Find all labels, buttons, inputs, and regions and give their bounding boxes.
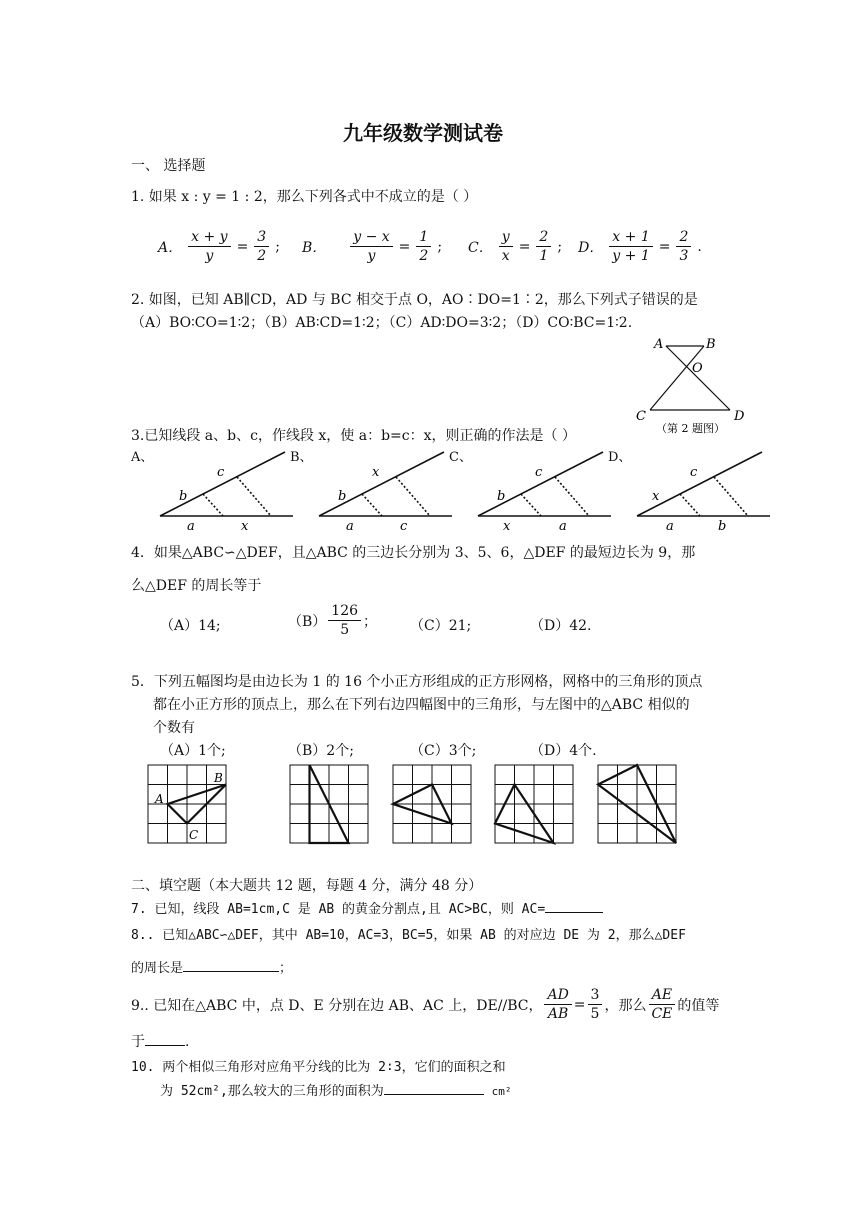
q5-stem-line3: 个数有 [153,720,195,736]
q1-stem: 1. 如果 x : y = 1 : 2，那么下列各式中不成立的是（ ） [131,189,478,205]
q3a-label-1: b [179,489,188,504]
q5-grid-option-1 [282,760,382,848]
q10-answer-blank[interactable] [384,1094,484,1095]
q3-figure-a [155,446,295,532]
q9-answer-blank[interactable] [145,1045,185,1046]
q5-stem-line2: 都在小正方形的顶点上，那么在下列右边四幅图中的三角形，与左图中的△ABC 相似的 [153,697,690,713]
q2-options: （A）BO∶CO=1∶2；（B）AB∶CD=1∶2；（C）AD∶DO=3∶2；（D）CO∶BC=1∶2. [131,315,633,331]
q7-answer-blank[interactable] [545,912,603,913]
q4-option-c: （C）21; [410,618,472,634]
q2-label-c: C [636,409,646,424]
q3a-label-3: a [187,519,195,532]
q1-option-d-rhs: $\frac{2}{3}$ [676,228,691,265]
q5-grid-option-4 [590,760,690,848]
q3-figure-c [473,446,613,532]
q3a-label-2: c [217,465,225,480]
q3b-label-3: a [346,519,354,532]
q3c-label-4: a [559,519,567,532]
q3-option-d-label: D、 [608,450,632,465]
q5-option-c: （C）3个; [410,743,477,759]
q3-option-b-label: B、 [290,450,313,465]
q5-grid-option-3 [487,760,587,848]
q9-stem-line1: 9.. 已知在△ABC 中，点 D、E 分别在边 AB、AC 上，DE//BC， $\frac{AD}{AB}$ = $\frac{3}{5}$ ，那么 $\frac{AE}{CE}$ 的值等 [131,987,720,1022]
q4-stem-line1: 4．如果△ABC∽△DEF，且△ABC 的三边长分别为 3、5、6，△DEF 的最短边长为 9，那 [131,545,696,561]
q5-grid-reference [140,760,240,848]
q3c-label-3: x [503,519,511,532]
q2-stem: 2. 如图，已知 AB∥CD，AD 与 BC 相交于点 O，AO∶DO=1∶2，那么下列式子错误的是 [131,292,698,308]
q3c-label-1: b [497,489,506,504]
q3-figure-b [314,446,454,532]
q5-label-c: C [189,828,199,842]
q2-label-b: B [706,337,716,352]
section-fill-heading: 二、填空题（本大题共 12 题，每题 4 分，满分 48 分） [131,878,483,894]
q9-fraction-ad-ab: $\frac{AD}{AB}$ [544,986,571,1023]
q2-label-d: D [734,409,745,424]
q5-option-b: （B）2个; [288,743,354,759]
section-choice-heading: 一、 选择题 [131,158,206,174]
page-title: 九年级数学测试卷 [343,121,503,145]
q3-figure-d [632,446,772,532]
q5-option-a: （A）1个; [160,743,226,759]
q1-option-b-rhs: $\frac{1}{2}$ [416,228,431,265]
q3d-label-2: c [690,465,698,480]
q2-figure [630,334,760,434]
q1-option-a-label: A． [158,239,183,256]
q1-option-d-lhs: $\frac{x + 1}{y + 1}$ [609,228,652,265]
q3a-label-4: x [241,519,249,532]
q5-stem-line1: 5．下列五幅图均是由边长为 1 的 16 个小正方形组成的正方形网格，网格中的三角形的顶点 [131,674,703,690]
q2-label-a: A [654,337,664,352]
q9-fraction-3-5: $\frac{3}{5}$ [588,986,603,1023]
q4-option-b: （B） $\frac{126}{5}$ ； [288,603,378,638]
q3d-label-1: x [652,489,660,504]
q9-stem-line2: 于 . [131,1034,190,1050]
q3b-label-2: x [372,465,380,480]
q3d-label-4: b [718,519,727,532]
q1-option-a-lhs: $\frac{x + y}{y}$ [188,228,230,265]
q1-option-c-label: C． [468,239,493,256]
q10-stem-line2: 为 52cm²,那么较大的三角形的面积为 cm² [160,1084,512,1099]
q1-option-c-lhs: $\frac{y}{x}$ [499,228,513,265]
q1-option-d-label: D． [578,239,604,256]
q3-option-c-label: C、 [449,450,472,465]
q4-stem-line2: 么△DEF 的周长等于 [131,578,262,594]
q3-stem: 3.已知线段 a、b、c，作线段 x，使 a：b=c：x，则正确的作法是（ ） [131,428,576,444]
q8-stem-line2: 的周长是 ； [131,961,293,976]
q3d-label-3: a [666,519,674,532]
q3b-label-4: c [400,519,408,532]
q1-option-b-label: B． [301,239,327,256]
q5-label-a: A [155,792,164,806]
q2-label-o: O [692,361,703,376]
q3c-label-2: c [535,465,543,480]
q1-option-c-rhs: $\frac{2}{1}$ [536,228,551,265]
q5-label-b: B [214,771,223,785]
q3b-label-1: b [338,489,347,504]
q3-option-a-label: A、 [131,450,154,465]
q4-option-d: （D）42. [530,618,592,634]
q4-option-a: （A）14; [160,618,221,634]
q5-grid-option-2 [385,760,485,848]
q5-option-d: （D）4个. [530,743,597,759]
q8-answer-blank[interactable] [183,971,279,972]
q10-stem-line1: 10. 两个相似三角形对应角平分线的比为 2∶3，它们的面积之和 [131,1060,506,1075]
q1-option-b-lhs: $\frac{y - x}{y}$ [350,228,392,265]
q2-caption: （第 2 题图） [656,422,725,434]
q1-options: A． $\frac{x + y}{y}$ = $\frac{3}{2}$ ; B． $\frac{y - x}{y}$ = $\frac{1}{2}$ ; C． $\frac{y}{x}$ = $\frac{2}{1}$ ; D． $\frac{x + 1}{y + 1}$ = $\frac{2}{3}$ . [158,229,702,264]
q7-stem: 7. 已知，线段 AB=1cm,C 是 AB 的黄金分割点,且 AC>BC，则 AC= [131,898,603,917]
q8-stem-line1: 8.. 已知△ABC∽△DEF，其中 AB=10，AC=3，BC=5，如果 AB 的对应边 DE 为 2，那么△DEF [131,928,686,943]
q1-option-a-rhs: $\frac{3}{2}$ [254,228,269,265]
q9-fraction-ae-ce: $\frac{AE}{CE}$ [648,986,675,1023]
